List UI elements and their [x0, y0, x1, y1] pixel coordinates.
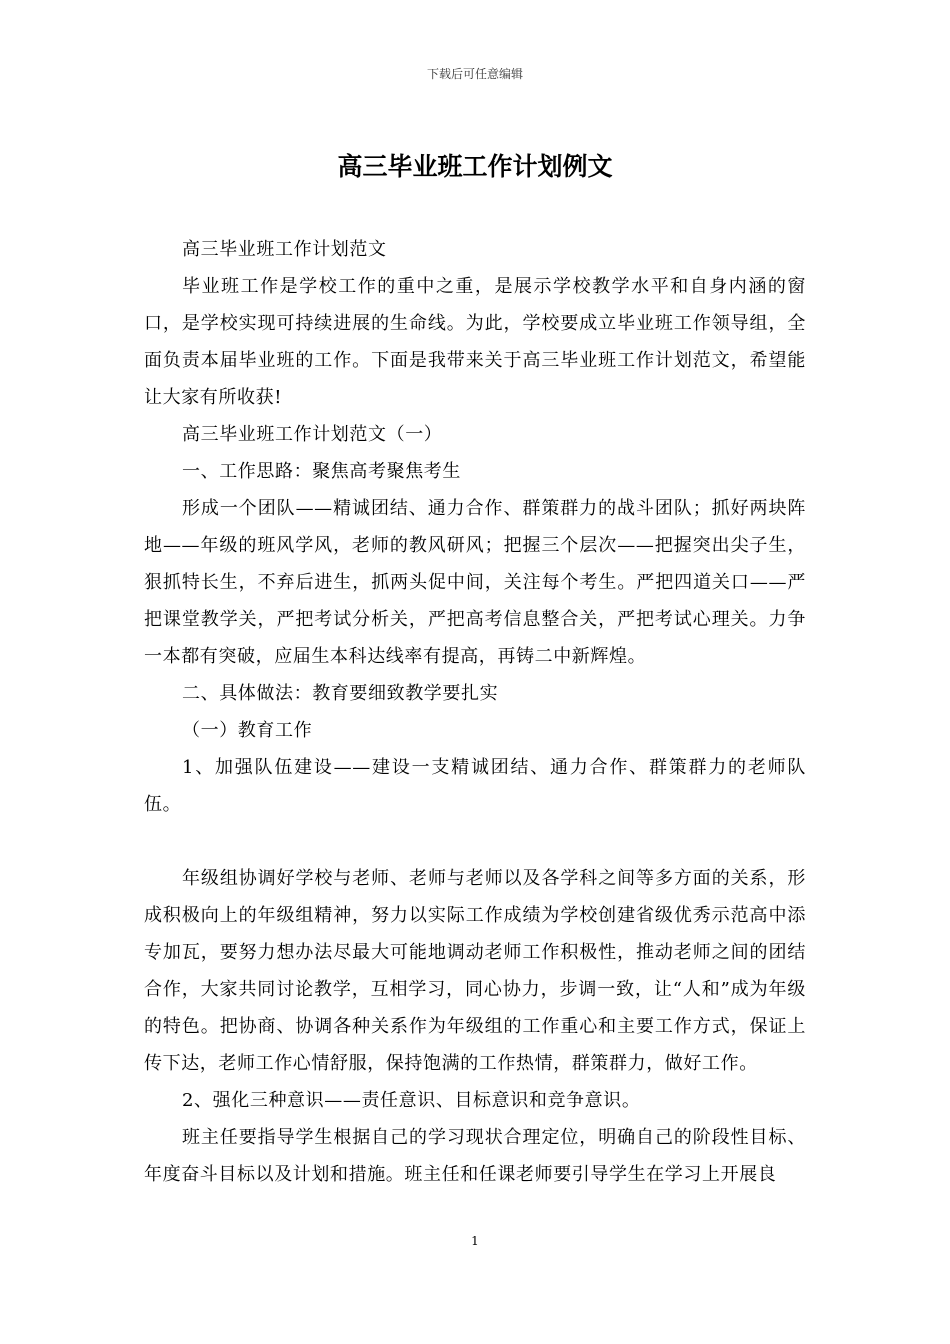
paragraph-heading-1: 一、工作思路：聚焦高考聚焦考生 [182, 461, 461, 482]
page-header-note: 下载后可任意编辑 [426, 67, 523, 81]
paragraph-section-heading: 高三毕业班工作计划范文（一） [182, 424, 443, 445]
document-body [144, 231, 806, 1193]
paragraph-subtitle: 高三毕业班工作计划范文 [182, 239, 387, 260]
paragraph-intro: 毕业班工作是学校工作的重中之重，是展示学校教学水平和自身内涵的窗口，是学校实现可持续进展的生命线。为此，学校要成立毕业班工作领导组，全面负责本届毕业班的工作。下面是我带来关于高三毕业班工作计划范文，希望能让大家有所收获! [144, 276, 806, 408]
paragraph-list-item-1: 1、加强队伍建设——建设一支精诚团结、通力合作、群策群力的老师队伍。 [144, 757, 806, 815]
paragraph-list-item-2: 2、强化三种意识——责任意识、目标意识和竞争意识。 [182, 1090, 641, 1111]
document-title: 高三毕业班工作计划例文 [337, 152, 613, 181]
page-number: 1 [471, 1234, 479, 1248]
paragraph: 年级组协调好学校与老师、老师与老师以及各学科之间等多方面的关系，形成积极向上的年级组精神，努力以实际工作成绩为学校创建省级优秀示范高中添专加瓦，要努力想办法尽最大可能地调动老师工作积极性，推动老师之间的团结合作，大家共同讨论教学，互相学习，同心协力，步调一致，让“人和”成为年级的特色。把协商、协调各种关系作为年级组的工作重心和主要工作方式，保证上传下达，老师工作心情舒服，保持饱满的工作热情，群策群力，做好工作。 [144, 868, 806, 1074]
paragraph-subheading: （一）教育工作 [182, 720, 313, 741]
paragraph: 形成一个团队——精诚团结、通力合作、群策群力的战斗团队；抓好两块阵地——年级的班风学风，老师的教风研风；把握三个层次——把握突出尖子生，狠抓特长生，不弃后进生，抓两头促中间，关注每个考生。严把四道关口——严把课堂教学关，严把考试分析关，严把高考信息整合关，严把考试心理关。力争一本都有突破，应届生本科达线率有提高，再铸二中新辉煌。 [144, 498, 806, 667]
paragraph-heading-2: 二、具体做法：教育要细致教学要扎实 [182, 683, 499, 704]
paragraph: 班主任要指导学生根据自己的学习现状合理定位，明确自己的阶段性目标、年度奋斗目标以及计划和措施。班主任和任课老师要引导学生在学习上开展良 [144, 1127, 806, 1185]
